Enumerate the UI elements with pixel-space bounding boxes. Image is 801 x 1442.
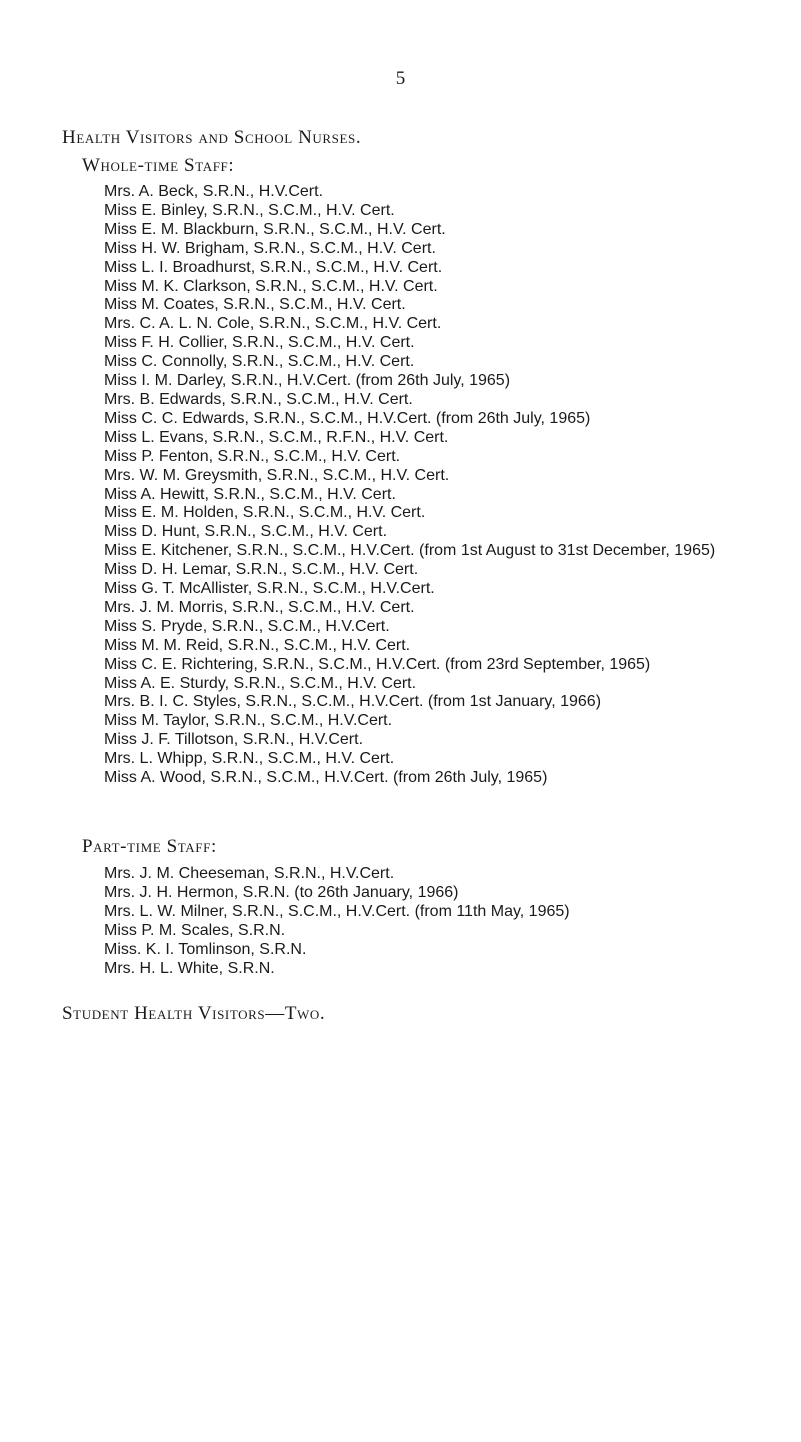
part-time-staff-list	[104, 865, 744, 978]
list-item: Miss J. F. Tillotson, S.R.N., H.V.Cert.	[104, 731, 364, 749]
part-time-heading: Part-time Staff:	[82, 836, 217, 857]
list-item: Miss P. M. Scales, S.R.N.	[104, 921, 286, 939]
student-health-visitors: Student Health Visitors—Two.	[62, 1003, 326, 1024]
list-item: Miss M. Coates, S.R.N., S.C.M., H.V. Cert.	[104, 296, 406, 314]
list-item: Miss C. C. Edwards, S.R.N., S.C.M., H.V.Cert. (from 26th July, 1965)	[104, 409, 591, 427]
list-item: Miss L. I. Broadhurst, S.R.N., S.C.M., H.V. Cert.	[104, 258, 443, 276]
list-item: Miss I. M. Darley, S.R.N., H.V.Cert. (from 26th July, 1965)	[104, 372, 511, 390]
list-item: Mrs. B. I. C. Styles, S.R.N., S.C.M., H.V.Cert. (from 1st January, 1966)	[104, 693, 602, 711]
list-item: Mrs. C. A. L. N. Cole, S.R.N., S.C.M., H.V. Cert.	[104, 315, 442, 333]
list-item: Mrs. B. Edwards, S.R.N., S.C.M., H.V. Cert.	[104, 390, 413, 408]
list-item: Miss A. Wood, S.R.N., S.C.M., H.V.Cert. (from 26th July, 1965)	[104, 769, 548, 787]
list-item: Mrs. L. Whipp, S.R.N., S.C.M., H.V. Cert.	[104, 750, 395, 768]
list-item: Mrs. J. M. Cheeseman, S.R.N., H.V.Cert.	[104, 865, 395, 882]
whole-time-staff-list	[104, 183, 744, 788]
list-item: Miss E. M. Blackburn, S.R.N., S.C.M., H.V. Cert.	[104, 220, 446, 238]
list-item: Mrs. J. H. Hermon, S.R.N. (to 26th January, 1966)	[104, 883, 459, 901]
list-item: Miss F. H. Collier, S.R.N., S.C.M., H.V. Cert.	[104, 334, 415, 352]
list-item: Mrs. H. L. White, S.R.N.	[104, 959, 275, 977]
list-item: Mrs. A. Beck, S.R.N., H.V.Cert.	[104, 183, 324, 200]
list-item: Miss P. Fenton, S.R.N., S.C.M., H.V. Cert.	[104, 447, 401, 465]
list-item: Miss M. M. Reid, S.R.N., S.C.M., H.V. Cert.	[104, 636, 411, 654]
list-item: Mrs. L. W. Milner, S.R.N., S.C.M., H.V.Cert. (from 11th May, 1965)	[104, 902, 570, 920]
list-item: Miss M. K. Clarkson, S.R.N., S.C.M., H.V. Cert.	[104, 277, 438, 295]
list-item: Miss A. E. Sturdy, S.R.N., S.C.M., H.V. Cert.	[104, 674, 417, 692]
list-item: Miss D. H. Lemar, S.R.N., S.C.M., H.V. Cert.	[104, 561, 419, 579]
section-title: Health Visitors and School Nurses.	[62, 127, 362, 148]
list-item: Miss E. Binley, S.R.N., S.C.M., H.V. Cert.	[104, 201, 395, 219]
list-item: Miss S. Pryde, S.R.N., S.C.M., H.V.Cert.	[104, 617, 390, 635]
list-item: Miss D. Hunt, S.R.N., S.C.M., H.V. Cert.	[104, 523, 388, 541]
list-item: Miss E. Kitchener, S.R.N., S.C.M., H.V.Cert. (from 1st August to 31st December, 1965)	[104, 542, 716, 560]
list-item: Miss C. Connolly, S.R.N., S.C.M., H.V. Cert.	[104, 353, 415, 371]
whole-time-heading: Whole-time Staff:	[82, 155, 235, 176]
page-number: 5	[395, 68, 406, 89]
list-item: Miss G. T. McAllister, S.R.N., S.C.M., H.V.Cert.	[104, 580, 435, 598]
list-item: Miss M. Taylor, S.R.N., S.C.M., H.V.Cert.	[104, 712, 393, 730]
list-item: Miss C. E. Richtering, S.R.N., S.C.M., H.V.Cert. (from 23rd September, 1965)	[104, 655, 651, 673]
list-item: Mrs. W. M. Greysmith, S.R.N., S.C.M., H.V. Cert.	[104, 466, 450, 484]
list-item: Miss H. W. Brigham, S.R.N., S.C.M., H.V. Cert.	[104, 239, 436, 257]
list-item: Miss L. Evans, S.R.N., S.C.M., R.F.N., H.V. Cert.	[104, 428, 449, 446]
list-item: Mrs. J. M. Morris, S.R.N., S.C.M., H.V. Cert.	[104, 598, 415, 616]
list-item: Miss A. Hewitt, S.R.N., S.C.M., H.V. Cert.	[104, 485, 396, 503]
list-item: Miss E. M. Holden, S.R.N., S.C.M., H.V. Cert.	[104, 504, 426, 522]
list-item: Miss. K. I. Tomlinson, S.R.N.	[104, 940, 307, 958]
